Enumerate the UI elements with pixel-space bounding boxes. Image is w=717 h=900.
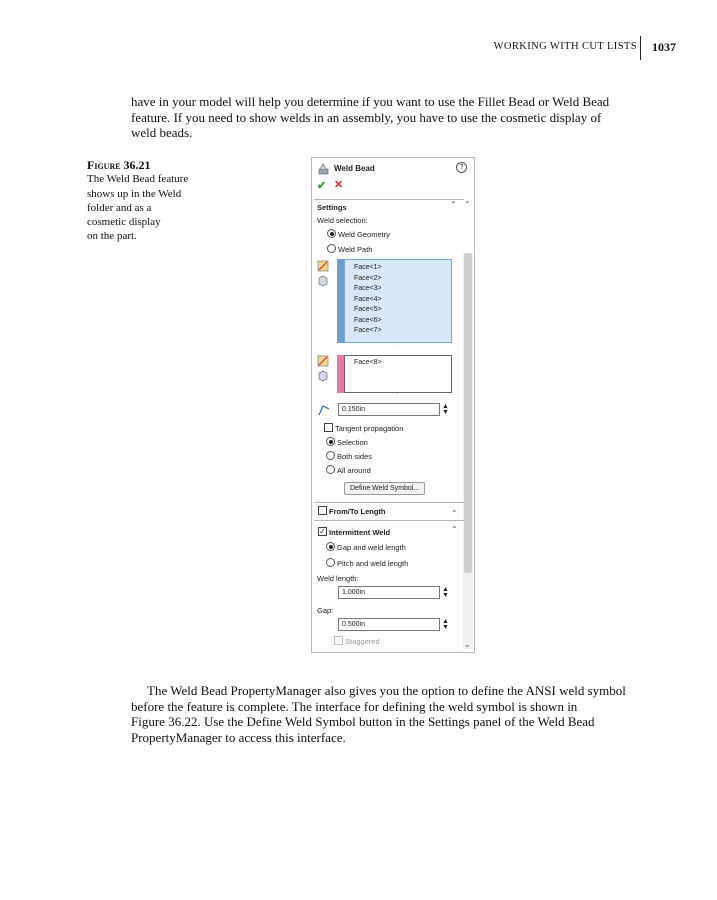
list-item[interactable]: Face<1> — [354, 264, 382, 271]
face-selection-list-a[interactable] — [344, 259, 452, 343]
figure-caption — [87, 158, 207, 244]
weld-path-label: Weld Path — [338, 245, 373, 254]
staggered-checkbox[interactable] — [334, 636, 343, 645]
intermittent-weld-header[interactable]: Intermittent Weld — [329, 528, 391, 537]
gap-stepper[interactable]: ▲ ▼ — [442, 618, 449, 631]
intro-line: weld beads. — [131, 125, 193, 140]
list-item[interactable]: Face<7> — [354, 327, 382, 334]
selection-color-strip-a — [337, 259, 344, 343]
cancel-button[interactable]: ✕ — [334, 179, 344, 191]
tangent-propagation-checkbox[interactable] — [324, 423, 333, 432]
gap-input[interactable]: 0.500in — [338, 618, 440, 631]
pitch-weld-length-radio[interactable] — [326, 558, 335, 567]
scrollbar-thumb[interactable] — [464, 253, 472, 573]
intro-line: have in your model will help you determine if you want to use the Fillet Bead or Weld Bead — [131, 94, 610, 109]
staggered-label: Staggered — [345, 637, 380, 646]
gap-label: Gap: — [317, 606, 334, 615]
pitch-weld-length-label: Pitch and weld length — [337, 559, 409, 568]
bead-size-icon — [317, 404, 331, 416]
caption-line: folder and as a — [87, 201, 152, 214]
running-title: WORKING WITH CUT LISTS — [493, 41, 637, 52]
caption-line: shows up in the Weld — [87, 187, 182, 200]
header-divider — [640, 36, 641, 60]
bead-size-stepper[interactable]: ▲ ▼ — [442, 403, 449, 416]
resize-handle[interactable]: ◦ — [396, 342, 399, 348]
section-divider — [314, 199, 464, 200]
list-item[interactable]: Face<4> — [354, 295, 382, 303]
section-divider — [314, 502, 464, 503]
expand-icon[interactable]: ⌄ — [451, 505, 458, 514]
collapse-icon[interactable]: ⌃ — [451, 525, 458, 534]
list-item[interactable]: Face<8> — [354, 359, 382, 366]
section-divider — [314, 520, 464, 521]
both-sides-radio[interactable] — [326, 451, 335, 460]
weld-bead-property-manager — [311, 157, 475, 653]
face-selection-list-b[interactable] — [344, 355, 452, 393]
figure-caption-title: Figure 36.21 — [87, 158, 151, 172]
define-weld-symbol-button[interactable]: Define Weld Symbol... — [344, 482, 425, 495]
tangent-propagation-label: Tangent propagation — [335, 424, 404, 433]
selection-radio[interactable] — [326, 437, 335, 446]
body-line: Figure 36.22. Use the Define Weld Symbol button in the Settings panel of the Weld Bead — [131, 714, 595, 729]
weld-geometry-label: Weld Geometry — [338, 230, 390, 239]
panel-title: Weld Bead — [334, 164, 375, 173]
body-line: before the feature is complete. The interface for defining the weld symbol is shown in — [131, 698, 578, 714]
from-to-length-header[interactable]: From/To Length — [329, 507, 386, 516]
intro-paragraph — [131, 94, 651, 141]
help-icon[interactable]: ? — [456, 162, 467, 173]
all-around-radio[interactable] — [326, 465, 335, 474]
resize-handle[interactable]: ◦ — [396, 392, 399, 398]
body-line: PropertyManager to access this interface. — [131, 729, 346, 745]
weld-from-icon — [317, 260, 329, 272]
from-to-length-checkbox[interactable] — [318, 506, 327, 515]
weld-selection-label: Weld selection: — [317, 216, 368, 225]
body-paragraph — [131, 683, 651, 745]
settings-section-header[interactable]: Settings — [317, 203, 347, 212]
intro-line: feature. If you need to show welds in an assembly, you have to use the cosmetic display of — [131, 109, 602, 125]
body-line: The Weld Bead PropertyManager also gives you the option to define the ANSI weld symbol — [147, 683, 626, 698]
weld-length-stepper[interactable]: ▲ ▼ — [442, 586, 449, 599]
list-item[interactable]: Face<3> — [354, 285, 382, 292]
all-around-label: All around — [337, 466, 371, 475]
weld-length-label: Weld length: — [317, 574, 359, 583]
caption-line: cosmetic display — [87, 216, 161, 229]
scroll-down-icon[interactable]: ⌄ — [464, 640, 471, 649]
page-number: 1037 — [652, 40, 676, 54]
bead-size-input[interactable]: 0.150in — [338, 403, 440, 416]
both-sides-label: Both sides — [337, 452, 373, 461]
list-item[interactable]: Face<6> — [354, 316, 382, 324]
weld-length-input[interactable]: 1.000in — [338, 586, 440, 599]
selection-color-strip-b — [337, 355, 344, 393]
list-item[interactable]: Face<2> — [354, 274, 382, 282]
collapse-icon[interactable]: ⌃ — [450, 200, 457, 209]
caption-line: on the part. — [87, 230, 137, 243]
caption-line: The Weld Bead feature — [87, 173, 189, 186]
ok-button[interactable]: ✔ — [317, 180, 327, 192]
weld-path-radio[interactable] — [327, 244, 336, 253]
scroll-up-icon[interactable]: ⌃ — [464, 200, 471, 209]
selection-label: Selection — [337, 438, 368, 447]
face-icon — [317, 370, 329, 382]
weld-bead-icon — [318, 163, 330, 175]
intermittent-weld-checkbox[interactable]: ✓ — [319, 527, 326, 536]
gap-weld-length-label: Gap and weld length — [337, 543, 406, 552]
face-icon — [317, 275, 329, 287]
list-item[interactable]: Face<5> — [354, 306, 382, 313]
gap-weld-length-radio[interactable] — [326, 542, 335, 551]
weld-geometry-radio[interactable] — [327, 229, 336, 238]
weld-to-icon — [317, 355, 329, 367]
